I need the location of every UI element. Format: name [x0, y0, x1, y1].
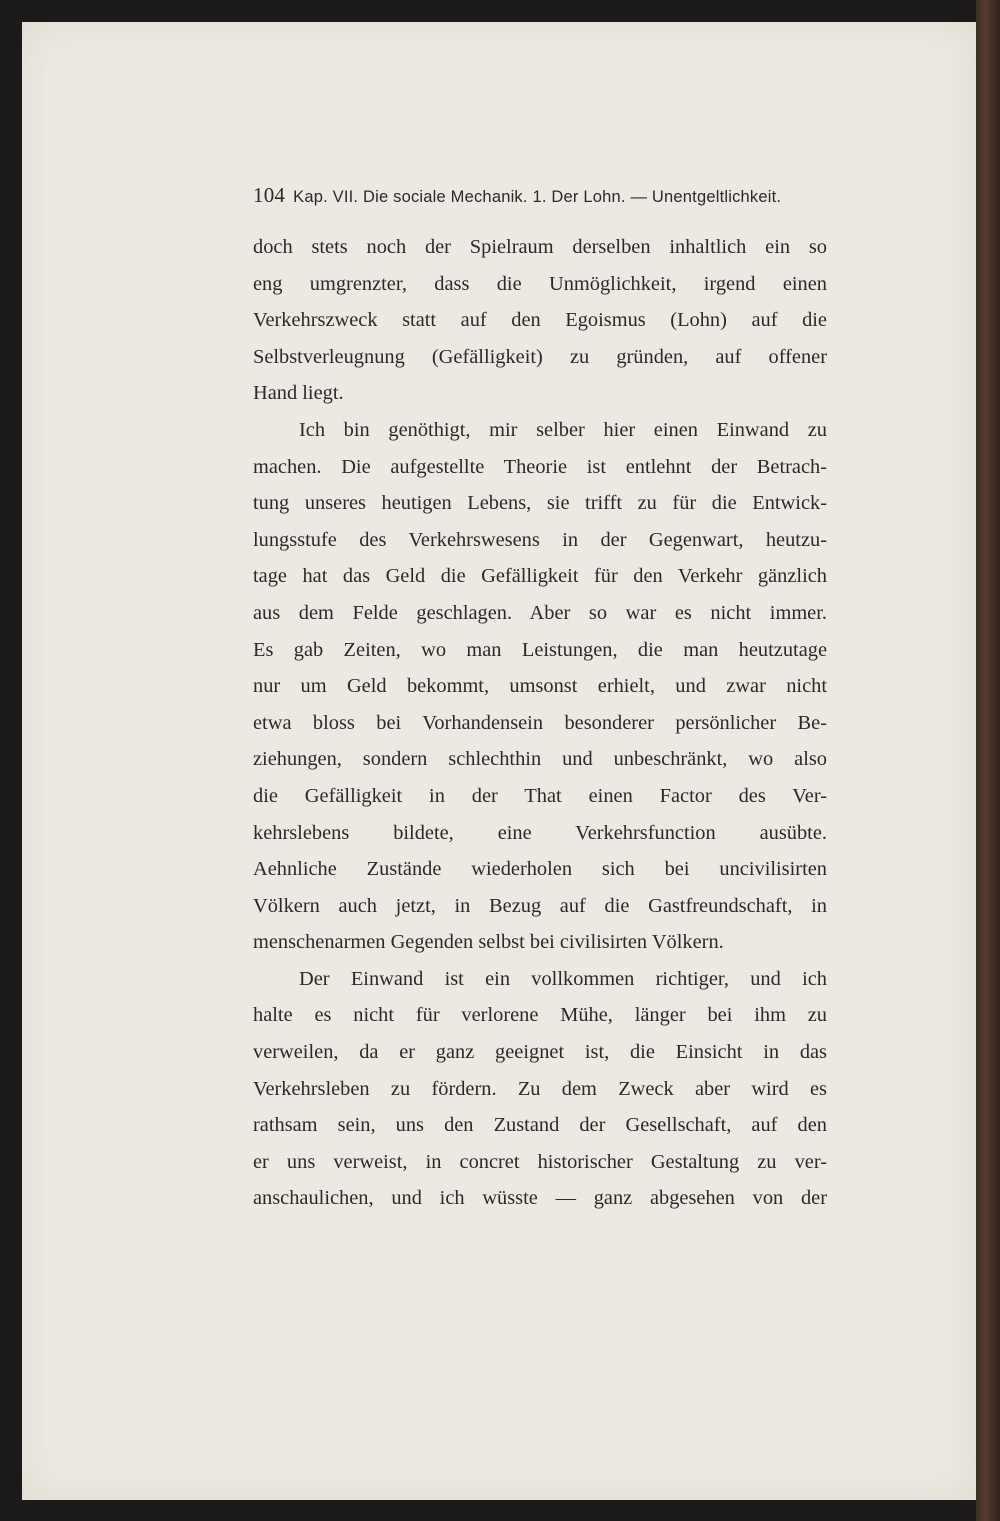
text-line: nur um Geld bekommt, umsonst erhielt, und zwar nicht — [253, 675, 827, 698]
text-line: Aehnliche Zustände wiederholen sich bei uncivilisirten — [253, 858, 827, 881]
text-line: anschaulichen, und ich wüsste — ganz abgesehen von der — [253, 1187, 827, 1210]
text-line: die Gefälligkeit in der That einen Factor des Ver- — [253, 784, 827, 807]
text-line: Der Einwand ist ein vollkommen richtiger, und ich — [299, 967, 827, 990]
text-line: machen. Die aufgestellte Theorie ist entlehnt der Betrach- — [253, 455, 827, 478]
text-line: lungsstufe des Verkehrswesens in der Gegenwart, heutzu- — [253, 528, 827, 551]
running-header — [253, 183, 833, 211]
book-edge — [976, 0, 1000, 1521]
text-line: ziehungen, sondern schlechthin und unbeschränkt, wo also — [253, 748, 827, 771]
text-line: Hand liegt. — [253, 382, 344, 405]
text-line: doch stets noch der Spielraum derselben inhaltlich ein so — [253, 236, 827, 258]
text-line: Verkehrszweck statt auf den Egoismus (Lohn) auf die — [253, 309, 827, 332]
text-line: er uns verweist, in concret historischer Gestaltung zu ver- — [253, 1150, 827, 1173]
text-line: menschenarmen Gegenden selbst bei civilisirten Völkern. — [253, 931, 724, 954]
text-line: halte es nicht für verlorene Mühe, länger bei ihm zu — [253, 1004, 827, 1027]
text-line: Selbstverleugnung (Gefälligkeit) zu gründen, auf offener — [253, 345, 827, 368]
text-line: rathsam sein, uns den Zustand der Gesellschaft, auf den — [253, 1114, 827, 1137]
body-text — [253, 229, 827, 1217]
text-line: tung unseres heutigen Lebens, sie trifft zu für die Entwick- — [253, 492, 827, 515]
running-title: Kap. VII. Die sociale Mechanik. 1. Der Lohn. — Unentgeltlichkeit. — [293, 188, 782, 206]
text-line: Ich bin genöthigt, mir selber hier einen Einwand zu — [299, 418, 827, 441]
text-line: Verkehrsleben zu fördern. Zu dem Zweck aber wird es — [253, 1077, 827, 1100]
text-line: verweilen, da er ganz geeignet ist, die Einsicht in das — [253, 1041, 827, 1064]
text-line: kehrslebens bildete, eine Verkehrsfunction ausübte. — [253, 821, 827, 844]
text-line: Es gab Zeiten, wo man Leistungen, die man heutzutage — [253, 638, 827, 661]
text-line: tage hat das Geld die Gefälligkeit für den Verkehr gänzlich — [253, 565, 827, 588]
text-line: eng umgrenzter, dass die Unmöglichkeit, irgend einen — [253, 272, 827, 295]
text-line: aus dem Felde geschlagen. Aber so war es nicht immer. — [253, 601, 827, 624]
text-line: etwa bloss bei Vorhandensein besonderer persönlicher Be- — [253, 711, 827, 734]
page-number: 104 — [253, 183, 286, 207]
text-line: Völkern auch jetzt, in Bezug auf die Gastfreundschaft, in — [253, 894, 827, 917]
